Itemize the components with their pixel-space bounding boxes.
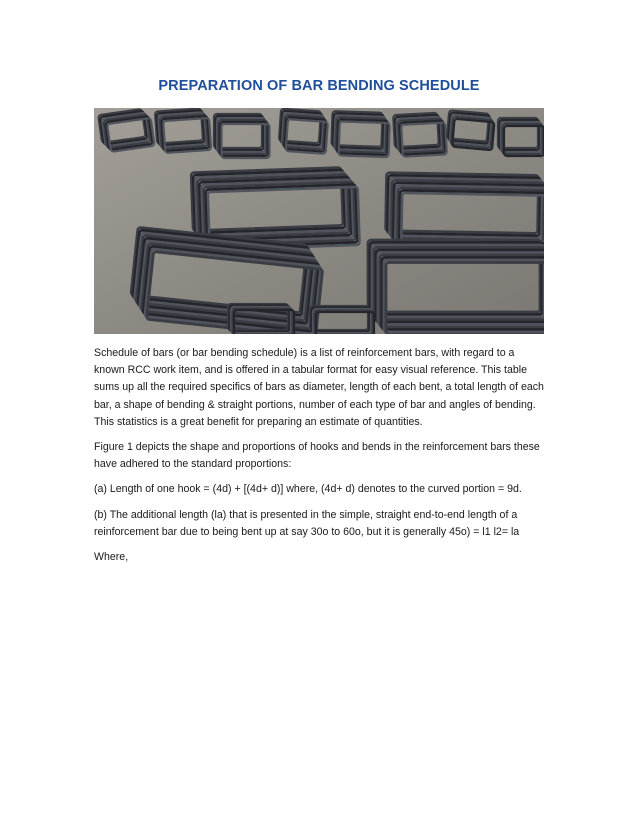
page-title: PREPARATION OF BAR BENDING SCHEDULE — [158, 78, 480, 94]
body-text — [94, 345, 546, 574]
paragraph-figure-1: Figure 1 depicts the shape and proportions of hooks and bends in the reinforcement bars these have adhered to the standard proportions: — [94, 441, 540, 471]
rebar-stirrups-photo — [94, 108, 544, 334]
paragraph-additional-length: (b) The additional length (la) that is presented in the simple, straight end-to-end length of a reinforcement bar due to being bent up at say 30o to 60o, but it is generally 45o) = l1 l2= la — [94, 508, 520, 538]
paragraph-hook-length: (a) Length of one hook = (4d) + [(4d+ d)] where, (4d+ d) denotes to the curved portion = 9d. — [94, 483, 522, 496]
paragraph-where: Where, — [94, 551, 129, 564]
paragraph-intro: Schedule of bars (or bar bending schedule) is a list of reinforcement bars, with regard to a known RCC work item, and is offered in a tabular format for easy visual reference. This table sums up all the required specifics of bars as diameter, length of each bent, a total length of each bar, a shape of bending & straight portions, number of each type of bar and angles of bending. This statistics is a great benefit for preparing an estimate of quantities. — [94, 347, 544, 428]
